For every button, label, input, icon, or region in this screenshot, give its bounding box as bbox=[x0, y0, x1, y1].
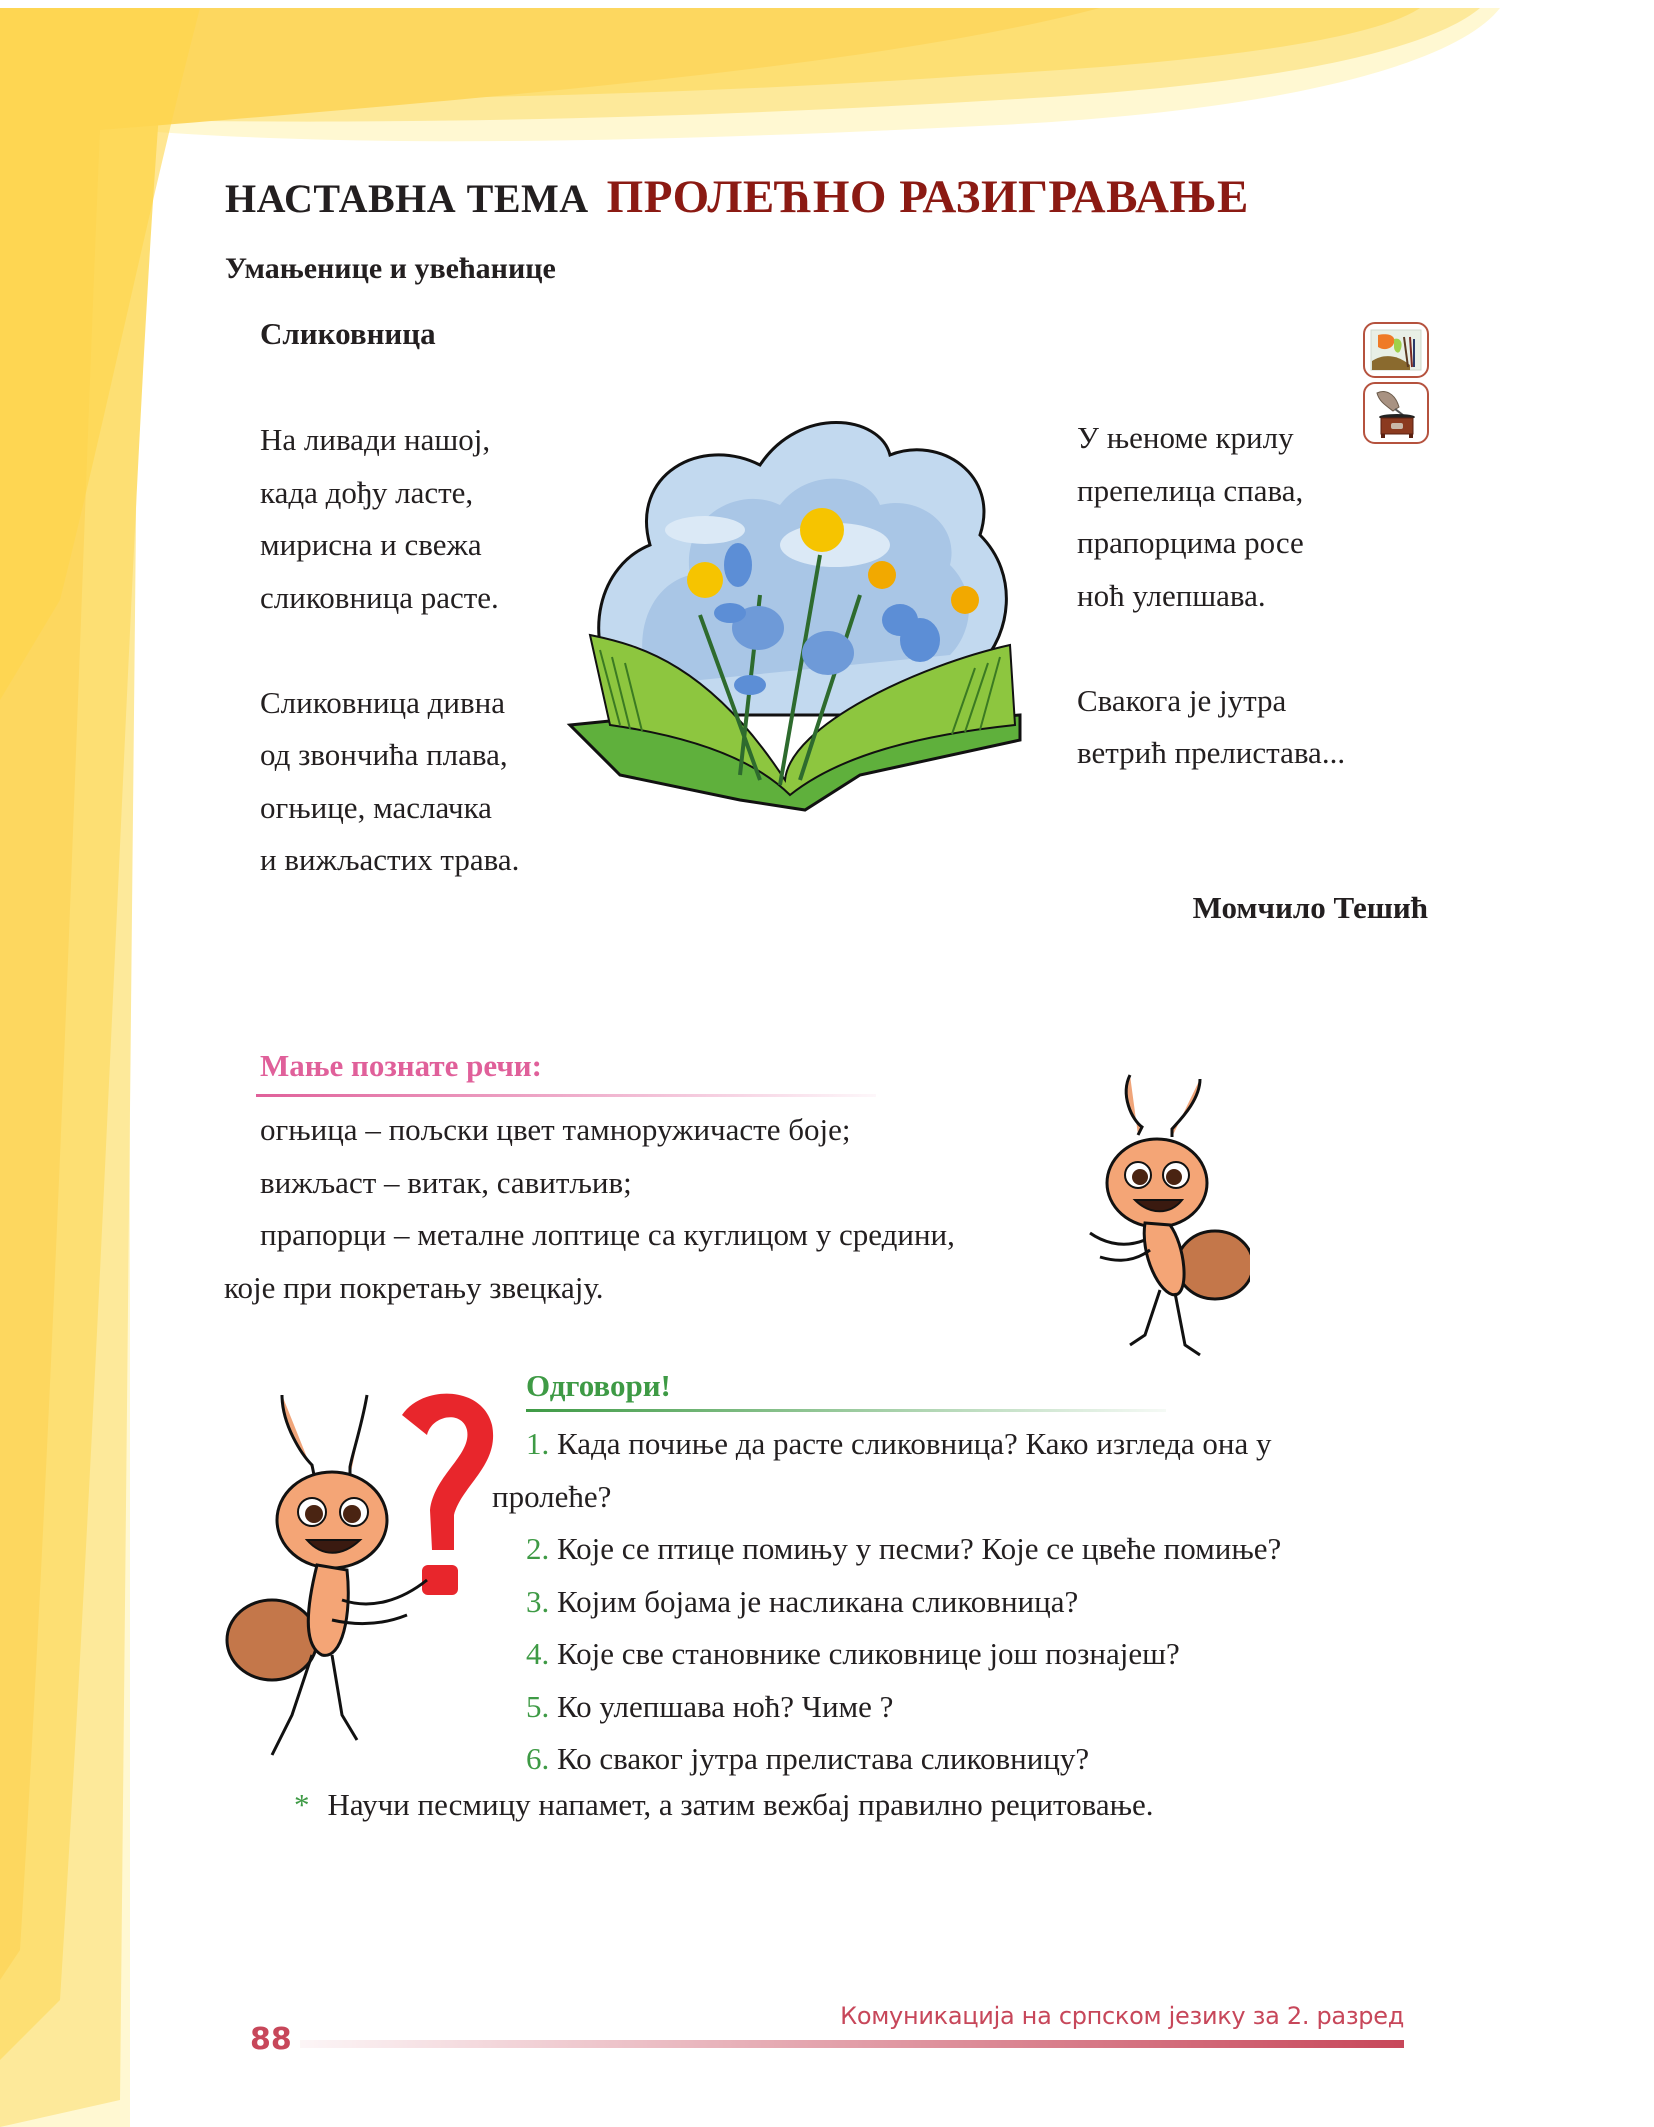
stanza-1 bbox=[260, 414, 519, 624]
question-item bbox=[492, 1418, 1281, 1471]
question-item bbox=[492, 1733, 1281, 1786]
question-text: Ко улепшава ноћ? Чиме ? bbox=[549, 1688, 894, 1724]
book-flowers-illustration bbox=[560, 395, 1030, 825]
poem-line: У њеноме крилу bbox=[1077, 420, 1294, 455]
poem-right-column bbox=[1077, 412, 1345, 832]
question-item bbox=[492, 1576, 1281, 1629]
poem-line: На ливади нашој, bbox=[260, 422, 491, 457]
glossary-entry: огњица – пољски цвет тамноружичасте боје; bbox=[260, 1112, 851, 1147]
poem-line: ноћ улепшава. bbox=[1077, 577, 1266, 613]
question-text: Које се птице помињу у песми? Које се цвеће помиње? bbox=[549, 1531, 1282, 1566]
poem-line: када дођу ласте, bbox=[260, 474, 474, 510]
theme-title: ПРОЛЕЋНО РАЗИГРАВАЊЕ bbox=[606, 171, 1249, 223]
question-text: Када почиње да расте сликовница? Како изгледа она у bbox=[549, 1426, 1272, 1461]
section-title: Умањенице и увећанице bbox=[225, 252, 556, 285]
question-text: Које све становнике сликовнице још познајеш? bbox=[549, 1636, 1180, 1671]
painting-icon bbox=[1370, 329, 1422, 371]
question-number: 5. bbox=[526, 1688, 550, 1724]
question-number: 3. bbox=[526, 1583, 550, 1619]
question-number: 6. bbox=[526, 1741, 550, 1776]
title-prefix: НАСТАВНА ТЕМА bbox=[225, 176, 589, 221]
answer-divider bbox=[526, 1409, 1166, 1412]
answer-heading: Одговори! bbox=[526, 1368, 671, 1403]
question-text: Ко сваког јутра прелистава сликовницу? bbox=[549, 1741, 1090, 1776]
poem-line: сликовница расте. bbox=[260, 579, 499, 615]
page-title bbox=[225, 170, 1249, 224]
footer-divider bbox=[300, 2040, 1404, 2048]
asterisk-icon: * bbox=[294, 1787, 310, 1822]
gramophone-icon bbox=[1371, 387, 1421, 439]
glossary-list bbox=[224, 1104, 955, 1314]
glossary-divider bbox=[256, 1094, 876, 1097]
poem-line: Сликовница дивна bbox=[260, 684, 505, 720]
book-title: Комуникација на српском језику за 2. разред bbox=[840, 2002, 1404, 2030]
poem-line: препелица спава, bbox=[1077, 472, 1304, 508]
poem-left-column bbox=[260, 414, 519, 939]
poem-line: прапорцима росе bbox=[1077, 525, 1304, 560]
poem-title: Сликовница bbox=[260, 316, 436, 351]
question-text: Којим бојама је насликана сликовница? bbox=[549, 1583, 1079, 1619]
question-number: 4. bbox=[526, 1636, 550, 1671]
stanza-4 bbox=[1077, 675, 1345, 780]
page-number: 88 bbox=[250, 2022, 292, 2057]
glossary-heading: Мање познате речи: bbox=[260, 1048, 542, 1083]
ant-mascot-question bbox=[222, 1375, 522, 1775]
poem-line: и вижљастих трава. bbox=[260, 842, 520, 877]
question-item bbox=[492, 1523, 1281, 1576]
glossary-entry: које при покретању звецкају. bbox=[224, 1269, 604, 1305]
question-item bbox=[492, 1628, 1281, 1681]
poem-line: ветрић прелистава... bbox=[1077, 735, 1346, 770]
glossary-entry: прапорци – металне лоптице са куглицом у средини, bbox=[260, 1217, 955, 1252]
poem-line: мирисна и свежа bbox=[260, 527, 482, 562]
poem-line: огњице, маслачка bbox=[260, 789, 492, 825]
question-continuation: пролеће? bbox=[492, 1478, 612, 1514]
glossary-entry: вижљаст – витак, савитљив; bbox=[260, 1164, 632, 1200]
stanza-3 bbox=[1077, 412, 1345, 622]
recitation-task bbox=[294, 1787, 1154, 1823]
question-item bbox=[492, 1681, 1281, 1734]
question-number: 1. bbox=[526, 1426, 550, 1461]
poem-author: Момчило Тешић bbox=[1192, 890, 1428, 925]
stanza-2 bbox=[260, 677, 519, 887]
poem-line: Свакога је јутра bbox=[1077, 682, 1287, 718]
audio-media-button[interactable] bbox=[1363, 382, 1429, 444]
ant-mascot-waving bbox=[1060, 1065, 1250, 1365]
question-list bbox=[492, 1418, 1281, 1786]
task-text: Научи песмицу напамет, а затим вежбај правилно рецитовање. bbox=[327, 1787, 1154, 1822]
poem-line: од звончића плава, bbox=[260, 737, 508, 772]
question-number: 2. bbox=[526, 1531, 550, 1566]
painting-media-button[interactable] bbox=[1363, 322, 1429, 378]
